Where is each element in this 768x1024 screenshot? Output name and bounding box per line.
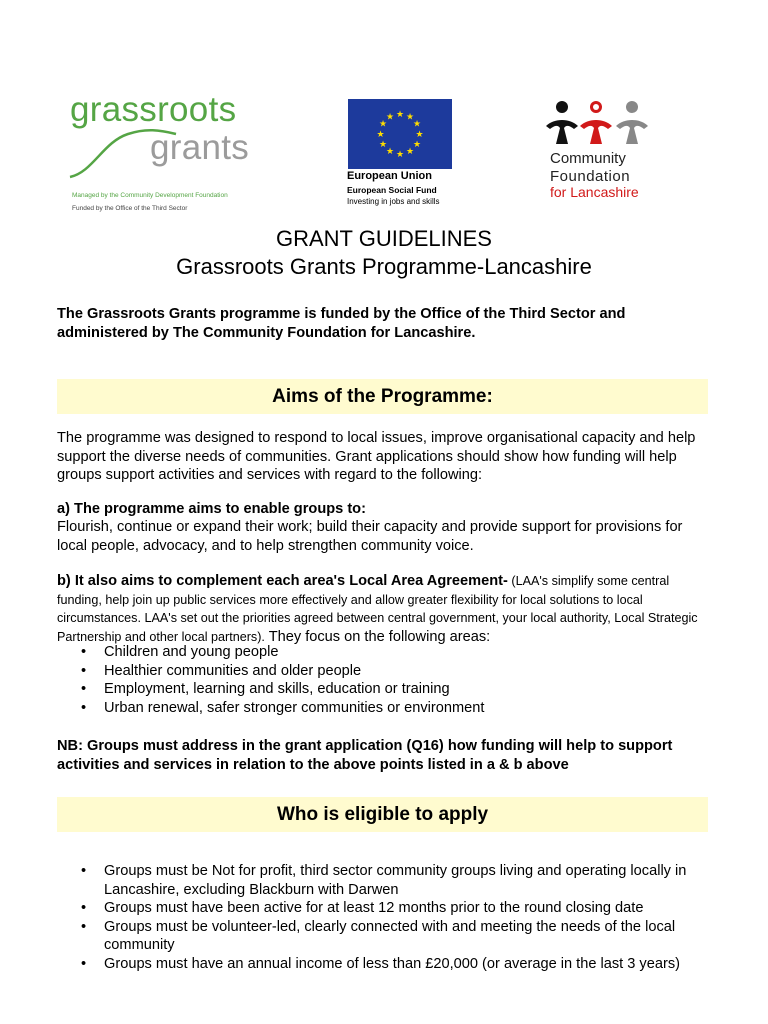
list-item-text: Children and young people (104, 644, 279, 660)
svg-text:★: ★ (385, 112, 395, 123)
eligibility-list (57, 862, 712, 973)
aims-a-heading: a) The programme aims to enable groups to: (57, 501, 366, 517)
aims-a-text: Flourish, continue or expand their work; build their capacity and provide support for provisions for local people, advocacy, and to help strengthen community voice. (57, 519, 683, 554)
list-item-text: Employment, learning and skills, education or training (104, 681, 450, 697)
svg-text:★: ★ (412, 119, 422, 130)
aims-paragraph: The programme was designed to respond to local issues, improve organisational capacity and help support the diverse needs of communities. Grant applications should show how funding will help groups support activities and services with regard to the following: (57, 430, 696, 483)
aims-b-laa-note: (LAA's simplify some central funding, help join up public services more effectively and allow greater flexibility for local solutions to local circumstances. LAA's set out the priorities agreed between central government, your local authority, Local Strategic Partnership and other local partners). (57, 574, 698, 644)
list-item-text: Healthier communities and older people (104, 662, 362, 679)
list-item (57, 955, 712, 974)
svg-text:★: ★ (412, 140, 422, 150)
svg-text:★: ★ (385, 147, 395, 157)
list-item (57, 643, 712, 662)
section-heading-eligibility: Who is eligible to apply (57, 797, 708, 832)
svg-text:★: ★ (395, 110, 405, 120)
community-foundation-logo (542, 98, 662, 208)
list-item (57, 680, 712, 699)
document-title: GRANT GUIDELINES (276, 226, 492, 251)
eu-stars-icon (348, 99, 452, 169)
bullet-icon: • (81, 918, 87, 935)
svg-text:★: ★ (378, 119, 388, 130)
list-item (57, 862, 712, 899)
aims-b-paragraph (57, 572, 712, 646)
nb-note: NB: Groups must address in the grant application (Q16) how funding will help to support activities and services in relation to the above points listed in a & b above (57, 738, 673, 773)
focus-areas-list (57, 643, 712, 717)
list-item-text: Groups must have been active for at least 12 months prior to the round closing date (104, 900, 644, 916)
bullet-icon: • (81, 900, 87, 916)
list-item-text: Groups must be Not for profit, third sector community groups living and operating locally in Lancashire, excluding Blackburn with Darwen (104, 863, 687, 898)
aims-b-tail: They focus on the following areas: (264, 628, 491, 645)
eu-tagline: Investing in jobs and skills (347, 197, 440, 206)
svg-text:★: ★ (395, 150, 405, 160)
svg-text:★: ★ (378, 140, 388, 150)
eu-title: European Union (347, 170, 432, 182)
grassroots-funded-by: Funded by the Office of the Third Sector (72, 205, 188, 212)
svg-text:★: ★ (405, 147, 415, 157)
intro-paragraph: The Grassroots Grants programme is funded by the Office of the Third Sector and administered by The Community Foundation for Lancashire. (57, 306, 626, 341)
list-item-text: Groups must be volunteer-led, clearly connected with and meeting the needs of the local community (104, 918, 676, 953)
list-item (57, 899, 712, 918)
grassroots-grants-logo (68, 92, 268, 222)
list-item (57, 662, 712, 681)
cf-name-line2: Foundation (550, 168, 631, 185)
eu-fund-name: European Social Fund (347, 185, 437, 195)
european-union-logo (347, 99, 457, 211)
list-item (57, 918, 712, 955)
cf-name-line3: for Lancashire (550, 184, 639, 200)
grassroots-wordmark: grassroots (70, 90, 237, 129)
section-heading-aims: Aims of the Programme: (57, 379, 708, 414)
cf-name-line1: Community (550, 150, 626, 167)
bullet-icon: • (81, 863, 87, 879)
eu-flag-icon (348, 99, 452, 169)
bullet-icon: • (81, 662, 87, 679)
list-item (57, 699, 712, 718)
grants-wordmark: grants (150, 128, 250, 167)
bullet-icon: • (81, 644, 87, 660)
logo-header (0, 0, 768, 225)
aims-b-heading: b) It also aims to complement each area's Local Area Agreement- (57, 573, 508, 589)
bullet-icon: • (81, 699, 87, 716)
document-subtitle: Grassroots Grants Programme-Lancashire (176, 254, 592, 279)
svg-text:★: ★ (405, 112, 415, 123)
bullet-icon: • (81, 955, 87, 972)
bullet-icon: • (81, 681, 87, 697)
svg-text:★: ★ (376, 130, 385, 140)
people-figures-icon (544, 98, 654, 148)
grassroots-managed-by: Managed by the Community Development Foundation (72, 192, 228, 199)
list-item-text: Groups must have an annual income of less than £20,000 (or average in the last 3 years) (104, 955, 680, 972)
svg-text:★: ★ (415, 130, 424, 140)
list-item-text: Urban renewal, safer stronger communities or environment (104, 699, 485, 716)
